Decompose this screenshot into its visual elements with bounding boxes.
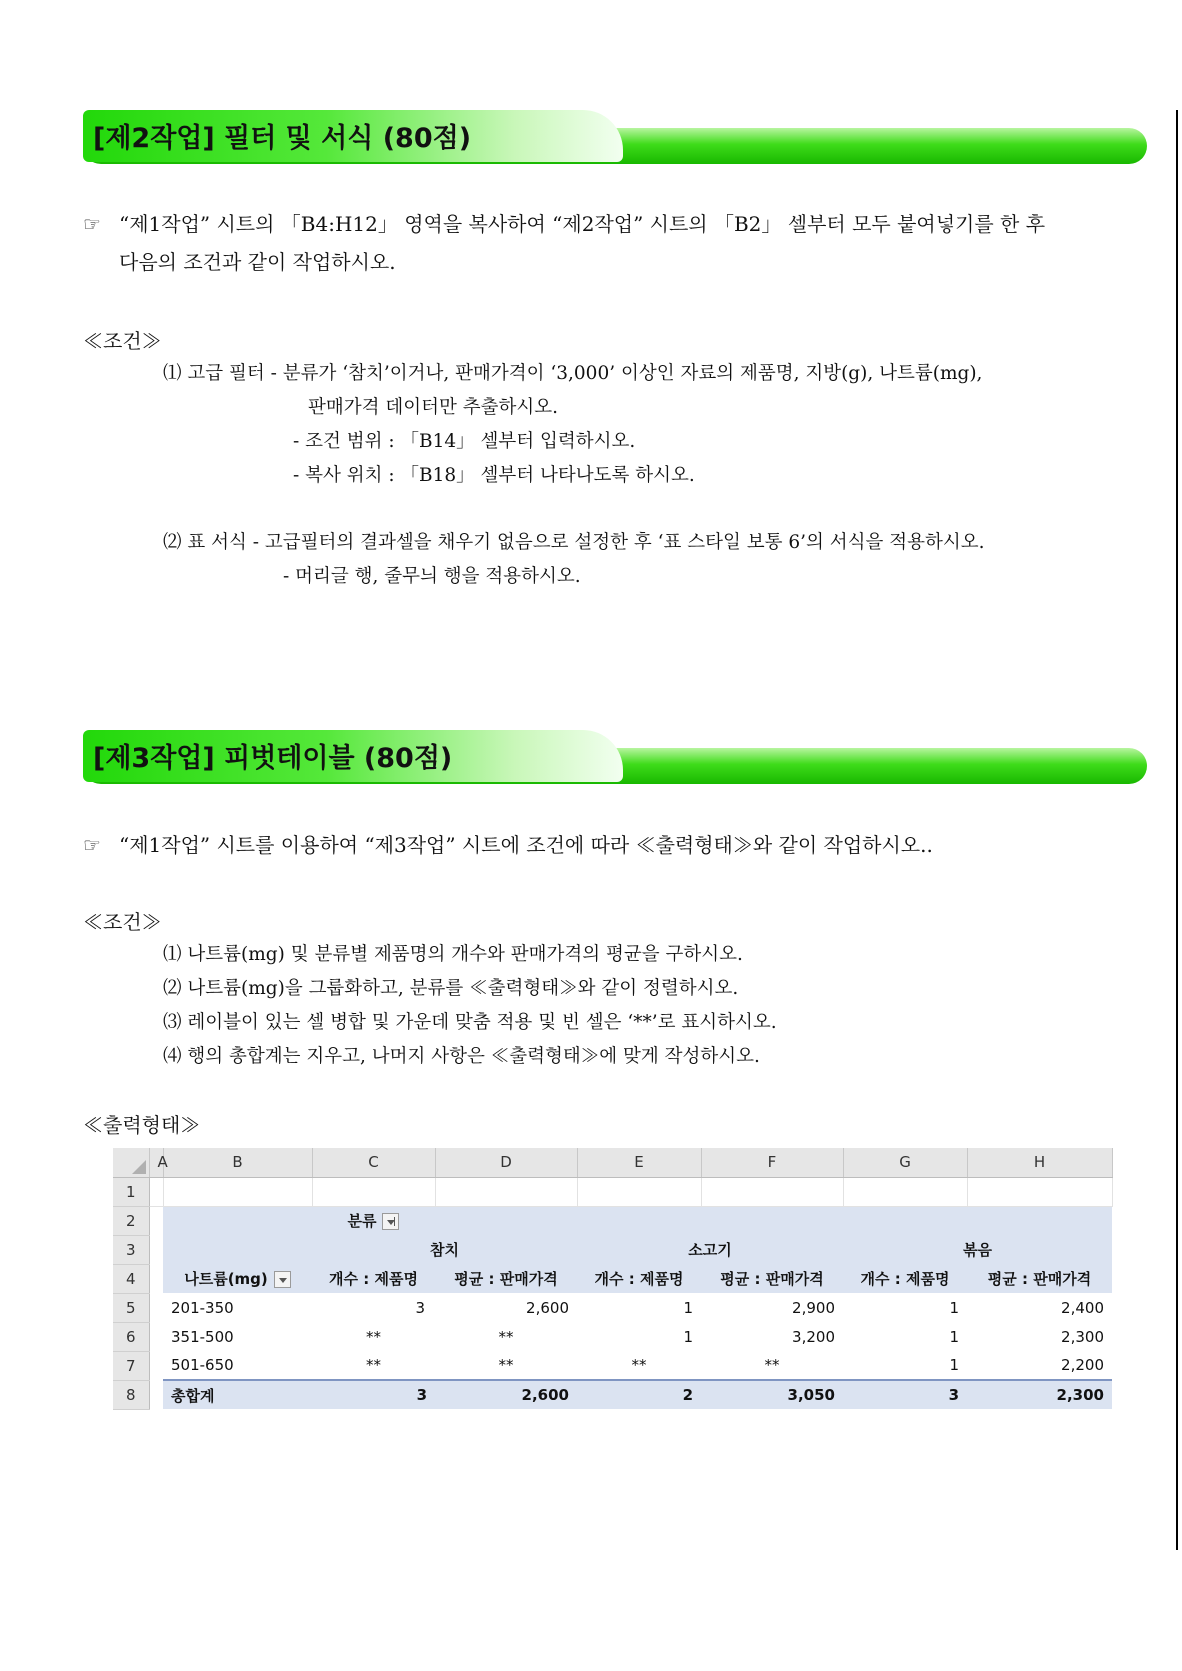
column-field-cell[interactable]: [312, 1206, 435, 1235]
value-cell[interactable]: **: [498, 1356, 514, 1374]
pivot-table-sheet: [113, 1148, 1112, 1418]
column-header-row: [113, 1148, 1112, 1177]
cell[interactable]: [163, 1206, 312, 1235]
value-cell[interactable]: 2,200: [1061, 1356, 1104, 1374]
cell[interactable]: [701, 1206, 843, 1235]
value-cell[interactable]: 1: [683, 1298, 693, 1317]
cell[interactable]: [843, 1206, 967, 1235]
column-header[interactable]: G: [843, 1148, 967, 1177]
row-field-label: 나트륨(mg): [184, 1270, 268, 1288]
cell[interactable]: [163, 1177, 312, 1206]
column-header[interactable]: A: [149, 1148, 163, 1177]
sheet-row: [113, 1351, 1112, 1380]
cell[interactable]: [149, 1177, 163, 1206]
column-header[interactable]: C: [312, 1148, 435, 1177]
row-header[interactable]: 4: [113, 1264, 149, 1293]
sheet-row: [113, 1293, 1112, 1322]
grand-total-label[interactable]: 총합계: [163, 1380, 312, 1409]
column-header[interactable]: B: [163, 1148, 312, 1177]
total-cell[interactable]: 2,600: [435, 1380, 577, 1409]
filter-dropdown-icon[interactable]: [274, 1271, 291, 1288]
section2-title: [제2작업] 필터 및 서식 (80점): [93, 123, 472, 154]
filter-dropdown-icon[interactable]: [382, 1213, 399, 1230]
section3-condition-line: ⑵ 나트륨(mg)을 그룹화하고, 분류를 ≪출력형태≫와 같이 정렬하시오.: [163, 978, 739, 999]
column-header[interactable]: F: [701, 1148, 843, 1177]
row-header[interactable]: 8: [113, 1380, 149, 1409]
sheet-row: [113, 1177, 1112, 1206]
cell[interactable]: [435, 1206, 577, 1235]
category-header[interactable]: 볶음: [843, 1235, 1112, 1264]
cell[interactable]: [149, 1380, 163, 1409]
column-header[interactable]: D: [435, 1148, 577, 1177]
section2-intro-line1: “제1작업” 시트의 「B4:H12」 영역을 복사하여 “제2작업” 시트의 「B2」 셀부터 모두 붙여넣기를 한 후: [119, 212, 1046, 236]
measure-header[interactable]: 개수 : 제품명: [843, 1264, 967, 1293]
value-cell[interactable]: 1: [949, 1356, 959, 1374]
section2-condition-line: ⑴ 고급 필터 - 분류가 ‘참치’이거나, 판매가격이 ‘3,000’ 이상인 자료의 제품명, 지방(g), 나트륨(mg),: [163, 363, 983, 384]
select-all-corner[interactable]: [113, 1148, 149, 1177]
row-header[interactable]: 5: [113, 1293, 149, 1322]
column-field-label: 분류: [347, 1212, 377, 1231]
value-cell[interactable]: 2,600: [526, 1298, 569, 1317]
cell[interactable]: [163, 1235, 312, 1264]
cell[interactable]: [577, 1177, 701, 1206]
row-header[interactable]: 3: [113, 1235, 149, 1264]
column-header[interactable]: E: [577, 1148, 701, 1177]
value-cell[interactable]: 1: [949, 1298, 959, 1317]
section2-condition-heading: ≪조건≫: [83, 329, 162, 353]
cell[interactable]: [149, 1264, 163, 1293]
section3-condition-line: ⑴ 나트륨(mg) 및 분류별 제품명의 개수와 판매가격의 평균을 구하시오.: [163, 944, 743, 965]
section2-condition-line: 판매가격 데이터만 추출하시오.: [308, 397, 558, 418]
sheet-row: [113, 1322, 1112, 1351]
right-margin-rule: [1176, 110, 1178, 1550]
total-cell[interactable]: 3: [843, 1380, 967, 1409]
total-cell[interactable]: 2,300: [967, 1380, 1112, 1409]
total-cell[interactable]: 3,050: [701, 1380, 843, 1409]
section2-condition-line: - 조건 범위 : 「B14」 셀부터 입력하시오.: [293, 431, 636, 452]
value-cell[interactable]: **: [631, 1356, 647, 1374]
pointing-hand-icon: ☞: [83, 833, 101, 857]
value-cell[interactable]: 1: [683, 1327, 693, 1346]
value-cell[interactable]: 2,400: [1061, 1298, 1104, 1317]
row-header[interactable]: 7: [113, 1351, 149, 1380]
value-cell[interactable]: 1: [949, 1327, 959, 1346]
sheet-row: [113, 1206, 1112, 1235]
cell[interactable]: [149, 1351, 163, 1380]
row-header[interactable]: 6: [113, 1322, 149, 1351]
row-header[interactable]: 2: [113, 1206, 149, 1235]
value-cell[interactable]: 2,900: [792, 1298, 835, 1317]
section2-condition-line: - 복사 위치 : 「B18」 셀부터 나타나도록 하시오.: [293, 465, 695, 486]
value-cell[interactable]: 2,300: [1061, 1327, 1104, 1346]
total-cell[interactable]: 2: [577, 1380, 701, 1409]
cell[interactable]: [577, 1206, 701, 1235]
measure-header[interactable]: 평균 : 판매가격: [701, 1264, 843, 1293]
row-header[interactable]: 1: [113, 1177, 149, 1206]
value-cell[interactable]: **: [764, 1356, 780, 1374]
row-label[interactable]: 501-650: [171, 1356, 234, 1374]
section3-intro: [83, 826, 933, 864]
section3-condition-line: ⑶ 레이블이 있는 셀 병합 및 가운데 맞춤 적용 및 빈 셀은 ‘**’로 표시하시오.: [163, 1012, 777, 1033]
cell[interactable]: [701, 1177, 843, 1206]
row-field-cell[interactable]: [163, 1264, 312, 1293]
section2-banner: [83, 110, 1147, 162]
section3-banner: [83, 730, 1147, 782]
category-header[interactable]: 소고기: [577, 1235, 843, 1264]
cell[interactable]: [967, 1206, 1112, 1235]
section2-condition-line: ⑵ 표 서식 - 고급필터의 결과셀을 채우기 없음으로 설정한 후 ‘표 스타일 보통 6’의 서식을 적용하시오.: [163, 532, 985, 553]
cell[interactable]: [149, 1322, 163, 1351]
cell[interactable]: [149, 1293, 163, 1322]
section3-intro-line1: “제1작업” 시트를 이용하여 “제3작업” 시트에 조건에 따라 ≪출력형태≫와 같이 작업하시오..: [119, 833, 933, 857]
cell[interactable]: [149, 1206, 163, 1235]
measure-header[interactable]: 평균 : 판매가격: [435, 1264, 577, 1293]
section3-title: [제3작업] 피벗테이블 (80점): [93, 743, 453, 774]
section3-condition-heading: ≪조건≫: [83, 910, 162, 934]
column-header[interactable]: H: [967, 1148, 1112, 1177]
sheet-row: [113, 1235, 1112, 1264]
measure-header[interactable]: 개수 : 제품명: [312, 1264, 435, 1293]
cell[interactable]: [843, 1177, 967, 1206]
section3-condition-line: ⑷ 행의 총합계는 지우고, 나머지 사항은 ≪출력형태≫에 맞게 작성하시오.: [163, 1046, 760, 1067]
grand-total-row: [113, 1380, 1112, 1409]
cell[interactable]: [435, 1177, 577, 1206]
value-cell[interactable]: **: [498, 1327, 514, 1346]
measure-header[interactable]: 개수 : 제품명: [577, 1264, 701, 1293]
section2-intro: [83, 205, 1045, 281]
sheet-row: [113, 1264, 1112, 1293]
section2-condition-line: - 머리글 행, 줄무늬 행을 적용하시오.: [283, 566, 581, 587]
total-cell[interactable]: 3: [312, 1380, 435, 1409]
cell[interactable]: [312, 1177, 435, 1206]
category-header[interactable]: 참치: [312, 1235, 577, 1264]
value-cell[interactable]: **: [366, 1356, 381, 1374]
row-label[interactable]: 201-350: [171, 1298, 234, 1317]
measure-header[interactable]: 평균 : 판매가격: [967, 1264, 1112, 1293]
section2-intro-line2: 다음의 조건과 같이 작업하시오.: [119, 250, 396, 274]
value-cell[interactable]: **: [366, 1327, 381, 1346]
cell[interactable]: [149, 1235, 163, 1264]
pointing-hand-icon: ☞: [83, 212, 101, 236]
row-label[interactable]: 351-500: [171, 1327, 234, 1346]
output-heading: ≪출력형태≫: [83, 1113, 201, 1137]
cell[interactable]: [967, 1177, 1112, 1206]
value-cell[interactable]: 3: [415, 1298, 425, 1317]
value-cell[interactable]: 3,200: [792, 1327, 835, 1346]
